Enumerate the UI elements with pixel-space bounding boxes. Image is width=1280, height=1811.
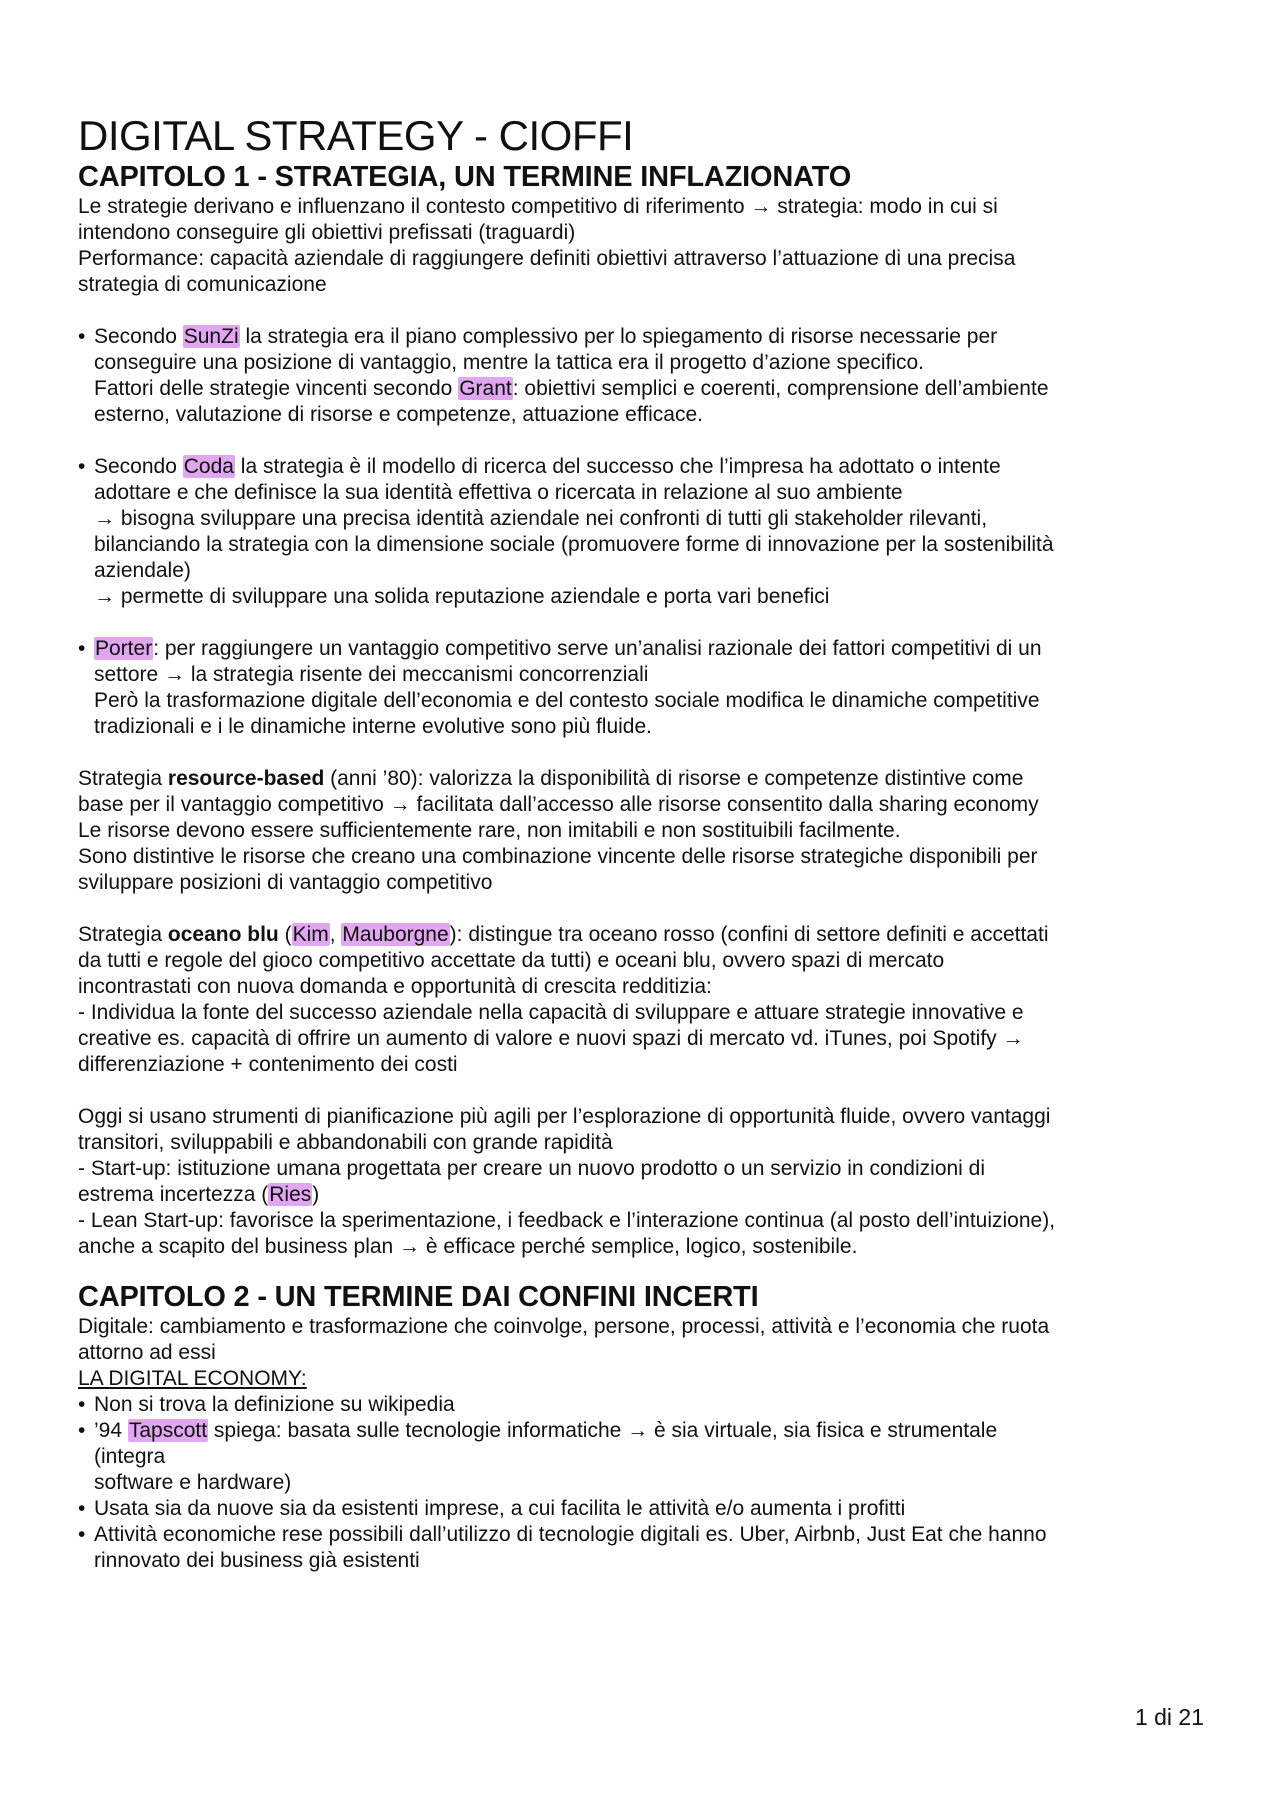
bullet-coda: • Secondo Coda la strategia è il modello di ricerca del successo che l’impresa ha adottato o intente adottare e che definisce la sua identità effettiva o ricercata in relazione al suo ambiente → bisogna sviluppare una precisa identità aziendale nei confronti di tutti gli stakeholder rilevanti, bilanciando la strategia con la dimensione sociale (promuovere forme di innovazione per la sostenibilità aziendale) → permette di sviluppare una solida reputazione aziendale e porta vari benefici: [78, 455, 1054, 608]
intro-line: Performance: capacità aziendale di raggiungere definiti obiettivi attraverso l’attuazione di una precisa: [78, 247, 1016, 270]
bullet-sunzi: • Secondo SunZi la strategia era il piano complessivo per lo spiegamento di risorse necessarie per conseguire una posizione di vantaggio, mentre la tattica era il progetto d’azione specifico. Fattori delle strategie vincenti secondo Grant: obiettivi semplici e coerenti, comprensione dell’ambiente esterno, valutazione di risorse e competenze, attuazione efficace.: [78, 325, 1049, 426]
intro-line: strategia di comunicazione: [78, 273, 327, 296]
bold-oceano-blu: oceano blu: [167, 923, 279, 946]
bullet-dot: •: [78, 1419, 86, 1442]
document-title: DIGITAL STRATEGY - CIOFFI: [78, 112, 634, 159]
bullet-dot: •: [78, 1523, 86, 1546]
paragraph-oceano-blu: Strategia oceano blu (Kim, Mauborgne): distingue tra oceano rosso (confini di settore definiti e accettati da tutti e regole del gioco competitivo accettate da tutti) e oceani blu, ovvero spazi di mercato incontrastati con nuova domanda e opportunità di crescita redditizia: - Individua la fonte del successo aziendale nella capacità di sviluppare e attuare strategie innovative e creative es. capacità di offrire un aumento di valore e nuovi spazi di mercato vd. iTunes, poi Spotify → differenziazione + contenimento dei costi: [78, 923, 1049, 1076]
bold-resource-based: resource-based: [167, 767, 325, 790]
document-page: [78, 112, 1208, 1574]
highlight-grant: Grant: [459, 377, 512, 400]
bullet-dot: •: [78, 325, 86, 348]
chapter-2-heading: CAPITOLO 2 - UN TERMINE DAI CONFINI INCERTI: [78, 1281, 759, 1313]
list-item: • Usata sia da nuove sia da esistenti imprese, a cui facilita le attività e/o aumenta i profitti: [78, 1497, 906, 1520]
paragraph-oggi: Oggi si usano strumenti di pianificazione più agili per l’esplorazione di opportunità fluide, ovvero vantaggi transitori, sviluppabili e abbandonabili con grande rapidità - Start-up: istituzione umana progettata per creare un nuovo prodotto o un servizio in condizioni di estrema incertezza (Ries) - Lean Start-up: favorisce la sperimentazione, i feedback e l’interazione continua (al posto dell’intuizione), anche a scapito del business plan → è efficace perché semplice, logico, sostenibile.: [78, 1105, 1056, 1258]
paragraph-resource-based: Strategia resource-based (anni ’80): valorizza la disponibilità di risorse e competenze distintive come base per il vantaggio competitivo → facilitata dall’accesso alle risorse consentito dalla sharing economy Le risorse devono essere sufficientemente rare, non imitabili e non sostituibili facilmente. Sono distintive le risorse che creano una combinazione vincente delle risorse strategiche disponibili per sviluppare posizioni di vantaggio competitivo: [78, 767, 1039, 894]
list-item: • Attività economiche rese possibili dall’utilizzo di tecnologie digitali es. Uber, Airbnb, Just Eat che hanno rinnovato dei business già esistenti: [78, 1523, 1047, 1572]
list-item: • Non si trova la definizione su wikipedia: [78, 1393, 455, 1416]
bullet-porter: • Porter: per raggiungere un vantaggio competitivo serve un’analisi razionale dei fattori competitivi di un settore → la strategia risente dei meccanismi concorrenziali Però la trasformazione digitale dell’economia e del contesto sociale modifica le dinamiche competitive tradizionali e i le dinamiche interne evolutive sono più fluide.: [78, 637, 1042, 738]
bullet-dot: •: [78, 1393, 86, 1416]
intro-line: Le strategie derivano e influenzano il contesto competitivo di riferimento → strategia: modo in cui si: [78, 195, 998, 218]
intro-line: intendono conseguire gli obiettivi prefissati (traguardi): [78, 221, 576, 244]
highlight-sunzi: SunZi: [183, 325, 239, 348]
bullet-dot: •: [78, 637, 86, 660]
chapter-2-intro: Digitale: cambiamento e trasformazione che coinvolge, persone, processi, attività e l’economia che ruota attorno ad essi LA DIGITAL ECONOMY:: [78, 1314, 1208, 1392]
highlight-mauborgne: Mauborgne: [342, 923, 449, 946]
page-number: 1 di 21: [1134, 1704, 1204, 1730]
digital-economy-subheading: LA DIGITAL ECONOMY:: [78, 1367, 307, 1390]
highlight-ries: Ries: [269, 1183, 312, 1206]
highlight-kim: Kim: [292, 923, 329, 946]
highlight-coda: Coda: [183, 455, 234, 478]
highlight-porter: Porter: [95, 637, 153, 660]
chapter-1-heading: CAPITOLO 1 - STRATEGIA, UN TERMINE INFLAZIONATO: [78, 161, 852, 193]
list-item: • ’94 Tapscott spiega: basata sulle tecnologie informatiche → è sia virtuale, sia fisica e strumentale (integra software e hardware): [78, 1419, 998, 1494]
highlight-tapscott: Tapscott: [128, 1419, 208, 1442]
chapter-1-intro: [78, 194, 1208, 298]
bullet-dot: •: [78, 455, 86, 478]
bullet-dot: •: [78, 1497, 86, 1520]
